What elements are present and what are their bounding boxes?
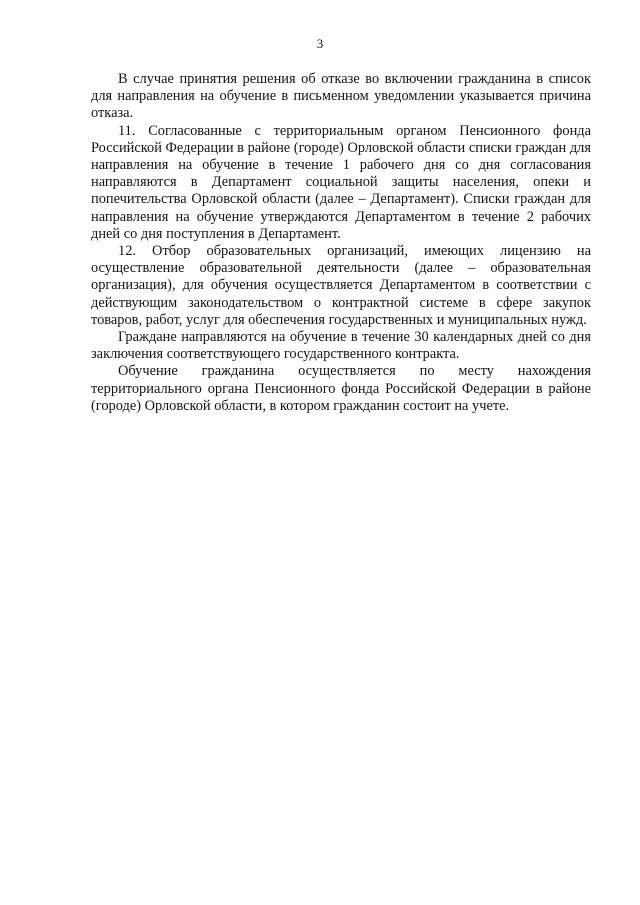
page-number: 3 — [316, 36, 324, 51]
paragraph-training-location: Обучение гражданина осуществляется по месту нахождения территориального органа Пенсионного фонда Российской Федерации в районе (городе) Орловской области, в котором гражданин состоит на учете. — [91, 363, 591, 414]
document-body — [91, 71, 591, 415]
paragraph-refusal-notice: В случае принятия решения об отказе во включении гражданина в список для направления на обучение в письменном уведомлении указывается причина отказа. — [91, 71, 591, 122]
paragraph-item-11: 11. Согласованные с территориальным органом Пенсионного фонда Российской Федерации в районе (городе) Орловской области списки граждан для направления на обучение в течение 1 рабочего дня со дня согласования направляются в Департамент социальной защиты населения, опеки и попечительства Орловской области (далее – Департамент). Списки граждан для направления на обучение утверждаются Департаментом в течение 2 рабочих дней со дня поступления в Департамент. — [91, 122, 591, 242]
paragraph-item-12: 12. Отбор образовательных организаций, имеющих лицензию на осуществление образовательной деятельности (далее – образовательная организация), для обучения осуществляется Департаментом в соответствии с действующим законодательством о контрактной системе в сфере закупок товаров, работ, услуг для обеспечения государственных и муниципальных нужд. — [91, 243, 591, 328]
paragraph-training-deadline: Граждане направляются на обучение в течение 30 календарных дней со дня заключения соответствующего государственного контракта. — [91, 329, 591, 363]
